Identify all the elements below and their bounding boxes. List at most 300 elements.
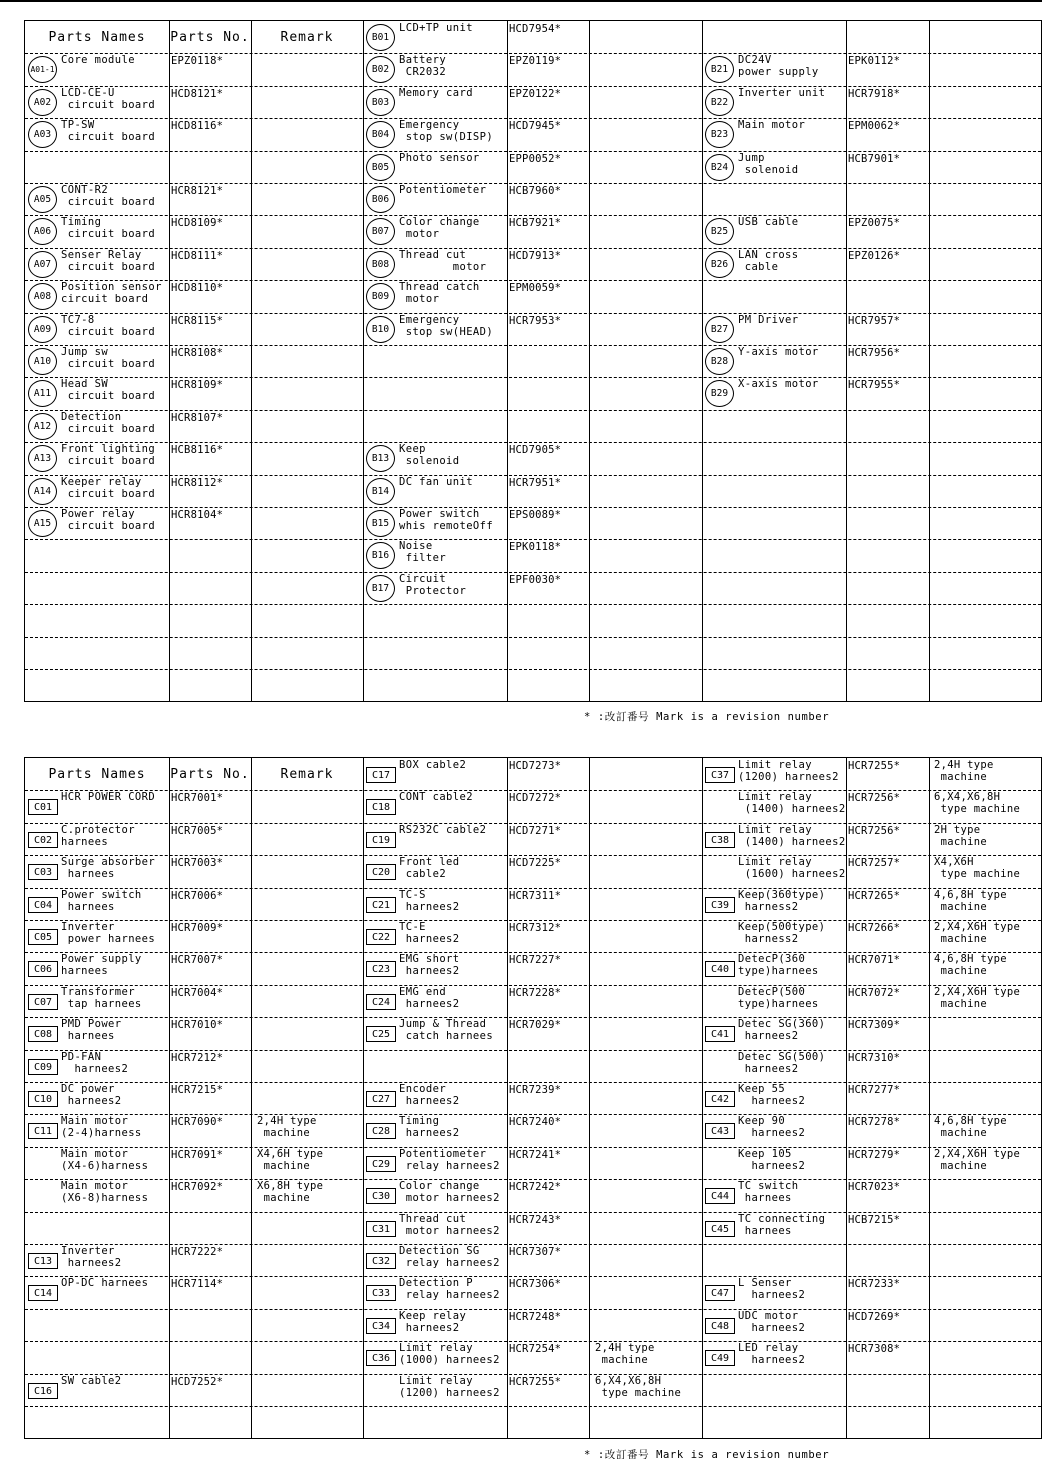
part-id-badge: C10: [28, 1091, 58, 1107]
part-id-badge: A09: [28, 316, 57, 343]
part-name: EMG end harnees2: [399, 986, 460, 1010]
part-number: HCR7307*: [509, 1246, 562, 1258]
part-number: EPK0112*: [848, 55, 901, 67]
part-number: HCR7215*: [171, 1084, 224, 1096]
part-name-cell: [702, 1309, 846, 1341]
part-number: HCD7954*: [509, 23, 562, 35]
part-id-badge: C25: [366, 1026, 396, 1042]
part-name-cell: [702, 855, 846, 887]
part-name: DC fan unit: [399, 476, 473, 488]
column-rule: [251, 21, 252, 701]
part-name: Power relay circuit board: [61, 508, 156, 532]
part-id-badge: C04: [28, 897, 58, 913]
part-name-cell: [25, 920, 169, 952]
part-name: Position sensor circuit board: [61, 281, 162, 305]
part-number: HCD7945*: [509, 120, 562, 132]
part-name: CONT-R2 circuit board: [61, 184, 156, 208]
part-id-badge: B22: [705, 89, 734, 116]
column-rule: [846, 758, 847, 1438]
row-rule: [25, 507, 1041, 508]
part-name: OP-DC harnees: [61, 1277, 149, 1289]
part-name: USB cable: [738, 216, 799, 228]
part-name: SW cable2: [61, 1375, 122, 1387]
part-name-cell: [25, 86, 169, 118]
part-name: TP-SW circuit board: [61, 119, 156, 143]
row-rule: [25, 410, 1041, 411]
row-rule: [25, 1082, 1041, 1083]
part-id-badge: B17: [366, 575, 395, 602]
part-name: LAN cross cable: [738, 249, 799, 273]
part-id-badge: C24: [366, 994, 396, 1010]
row-rule: [25, 985, 1041, 986]
part-name-cell: [702, 118, 846, 150]
row-rule: [25, 952, 1041, 953]
part-id-badge: A05: [28, 186, 57, 213]
part-name: Detection SG relay harnees2: [399, 1245, 500, 1269]
part-name-cell: [363, 313, 507, 345]
part-remark: 4,6,8H type machine: [934, 889, 1007, 913]
part-name: Keep 55 harnees2: [738, 1083, 806, 1107]
part-number: HCR7248*: [509, 1311, 562, 1323]
part-id-badge: B14: [366, 478, 395, 505]
row-rule: [25, 604, 1041, 605]
part-id-badge: B29: [705, 380, 734, 407]
part-id-badge: A10: [28, 348, 57, 375]
part-name: Inverter harnees2: [61, 1245, 122, 1269]
part-name: CONT cable2: [399, 791, 473, 803]
parts-table-1: [24, 20, 1042, 702]
part-name: Main motor (X4-6)harness: [61, 1148, 149, 1172]
part-id-badge: A13: [28, 445, 57, 472]
row-rule: [25, 345, 1041, 346]
part-name-cell: [702, 377, 846, 409]
part-name-cell: [363, 1212, 507, 1244]
part-name-cell: [702, 86, 846, 118]
part-number: HCR7957*: [848, 315, 901, 327]
part-name: Detection circuit board: [61, 411, 156, 435]
part-name-cell: [363, 888, 507, 920]
part-number: HCR8104*: [171, 509, 224, 521]
header-parts-names: Parts Names: [48, 766, 146, 782]
part-name: Keep 105 harnees2: [738, 1148, 806, 1172]
part-number: EPZ0075*: [848, 217, 901, 229]
part-name-cell: [363, 248, 507, 280]
part-name-cell: [25, 1374, 169, 1406]
part-name: Keep 90 harnees2: [738, 1115, 806, 1139]
part-number: HCR7001*: [171, 792, 224, 804]
part-remark: 2,4H type machine: [257, 1115, 317, 1139]
part-name-cell: [25, 1244, 169, 1276]
part-id-badge: C01: [28, 799, 58, 815]
row-rule: [25, 1374, 1041, 1375]
part-number: HCR8121*: [171, 185, 224, 197]
part-name-cell: [363, 183, 507, 215]
part-name-cell: [25, 1114, 169, 1146]
part-name-cell: [363, 920, 507, 952]
part-number: HCD7905*: [509, 444, 562, 456]
part-number: HCR7227*: [509, 954, 562, 966]
part-name: DC24V power supply: [738, 54, 819, 78]
part-number: HCR7239*: [509, 1084, 562, 1096]
part-name-cell: [25, 248, 169, 280]
part-name: Inverter unit: [738, 87, 826, 99]
part-id-badge: B15: [366, 510, 395, 537]
part-remark: X6,8H type machine: [257, 1180, 324, 1204]
part-name-cell: [25, 1082, 169, 1114]
row-rule: [25, 475, 1041, 476]
row-rule: [25, 313, 1041, 314]
part-number: HCR7091*: [171, 1149, 224, 1161]
part-name-cell: [363, 151, 507, 183]
part-name: Thread cut motor: [399, 249, 487, 273]
part-name-cell: [363, 1309, 507, 1341]
part-name-cell: [702, 823, 846, 855]
part-name: Emergency stop sw(HEAD): [399, 314, 494, 338]
row-rule: [25, 637, 1041, 638]
part-name: Main motor (2-4)harness: [61, 1115, 142, 1139]
part-id-badge: A11: [28, 380, 57, 407]
part-name: Color change motor: [399, 216, 480, 240]
row-rule: [25, 183, 1041, 184]
part-name: EMG short harnees2: [399, 953, 460, 977]
part-name-cell: [363, 1017, 507, 1049]
part-name: Photo sensor: [399, 152, 480, 164]
part-name: Detec SG(360) harnees2: [738, 1018, 826, 1042]
part-number: HCR7951*: [509, 477, 562, 489]
part-number: HCR7254*: [509, 1343, 562, 1355]
part-name-cell: [363, 855, 507, 887]
part-name: PM Driver: [738, 314, 799, 326]
row-rule: [25, 539, 1041, 540]
part-name: L Senser harnees2: [738, 1277, 806, 1301]
part-id-badge: C17: [366, 767, 396, 783]
part-number: HCR7311*: [509, 890, 562, 902]
part-id-badge: B01: [366, 24, 395, 51]
part-name-cell: [702, 1212, 846, 1244]
part-name-cell: [363, 790, 507, 822]
part-name-cell: [25, 985, 169, 1017]
part-number: HCR8107*: [171, 412, 224, 424]
part-name: Main motor (X6-8)harness: [61, 1180, 149, 1204]
part-name: TC-S harnees2: [399, 889, 460, 913]
row-rule: [25, 1406, 1041, 1407]
column-rule: [507, 21, 508, 701]
part-number: HCD7225*: [509, 857, 562, 869]
part-id-badge: C36: [366, 1350, 396, 1366]
part-remark: 4,6,8H type machine: [934, 1115, 1007, 1139]
part-name: Core module: [61, 54, 135, 66]
header-parts-no: Parts No.: [170, 766, 250, 782]
part-name-cell: [363, 1114, 507, 1146]
part-remark: X4,X6H type machine: [934, 856, 1021, 880]
part-id-badge: C44: [705, 1188, 735, 1204]
part-number: HCR7233*: [848, 1278, 901, 1290]
part-name: Memory card: [399, 87, 473, 99]
part-name-cell: [702, 345, 846, 377]
part-number: HCD8121*: [171, 88, 224, 100]
row-rule: [25, 1244, 1041, 1245]
part-name-cell: [363, 21, 507, 53]
part-name: Keeper relay circuit board: [61, 476, 156, 500]
part-name: Color change motor harnees2: [399, 1180, 500, 1204]
part-id-badge: C19: [366, 832, 396, 848]
part-name: Senser Relay circuit board: [61, 249, 156, 273]
row-rule: [25, 1276, 1041, 1277]
row-rule: [25, 1341, 1041, 1342]
part-id-badge: B13: [366, 445, 395, 472]
part-name: UDC motor harnees2: [738, 1310, 806, 1334]
part-name-cell: [25, 1276, 169, 1308]
part-number: HCR7092*: [171, 1181, 224, 1193]
part-id-badge: A07: [28, 251, 57, 278]
part-number: HCR7243*: [509, 1214, 562, 1226]
part-name: Timing harnees2: [399, 1115, 460, 1139]
part-id-badge: C31: [366, 1221, 396, 1237]
row-rule: [25, 1309, 1041, 1310]
part-number: HCR8115*: [171, 315, 224, 327]
revision-note: * :改訂番号 Mark is a revision number: [584, 1449, 830, 1459]
part-name: Keep relay harnees2: [399, 1310, 467, 1334]
part-number: EPF0030*: [509, 574, 562, 586]
part-name: Detec SG(500) harnees2: [738, 1051, 826, 1075]
part-name-cell: [25, 790, 169, 822]
part-id-badge: C07: [28, 994, 58, 1010]
part-name: Power switch harnees: [61, 889, 142, 913]
part-name: C.protector harnees: [61, 824, 135, 848]
part-number: HCB7921*: [509, 217, 562, 229]
part-name-cell: [25, 118, 169, 150]
part-remark: 6,X4,X6,8H type machine: [934, 791, 1021, 815]
part-name-cell: [702, 53, 846, 85]
row-rule: [25, 442, 1041, 443]
part-number: HCR7242*: [509, 1181, 562, 1193]
parts-table-2: [24, 757, 1042, 1439]
part-number: HCR7256*: [848, 825, 901, 837]
part-number: HCR8109*: [171, 379, 224, 391]
row-rule: [25, 280, 1041, 281]
part-id-badge: C29: [366, 1156, 396, 1172]
part-number: HCR7279*: [848, 1149, 901, 1161]
part-name: Circuit Protector: [399, 573, 467, 597]
part-id-badge: C49: [705, 1350, 735, 1366]
row-rule: [25, 1050, 1041, 1051]
part-name: PD-FAN harnees2: [61, 1051, 129, 1075]
part-name-cell: [702, 151, 846, 183]
part-name-cell: [363, 1082, 507, 1114]
part-name: Jump & Thread catch harnees: [399, 1018, 494, 1042]
part-name-cell: [25, 377, 169, 409]
part-number: EPS0089*: [509, 509, 562, 521]
part-name-cell: [702, 758, 846, 790]
part-id-badge: C14: [28, 1285, 58, 1301]
part-id-badge: B10: [366, 316, 395, 343]
part-number: HCR7953*: [509, 315, 562, 327]
part-name: TC-E harnees2: [399, 921, 460, 945]
part-id-badge: C21: [366, 897, 396, 913]
part-id-badge: C08: [28, 1026, 58, 1042]
part-name-cell: [25, 410, 169, 442]
part-name-cell: [25, 952, 169, 984]
part-name: Limit relay (1400) harnees2: [738, 791, 846, 815]
part-name: Detection P relay harnees2: [399, 1277, 500, 1301]
part-id-badge: B16: [366, 542, 395, 569]
part-id-badge: B26: [705, 251, 734, 278]
part-number: EPK0118*: [509, 541, 562, 553]
part-number: HCR7956*: [848, 347, 901, 359]
part-number: EPM0062*: [848, 120, 901, 132]
part-name-cell: [25, 280, 169, 312]
part-name: Limit relay (1400) harnees2: [738, 824, 846, 848]
part-name-cell: [702, 1017, 846, 1049]
part-id-badge: A03: [28, 121, 57, 148]
part-name-cell: [363, 823, 507, 855]
part-number: HCB7960*: [509, 185, 562, 197]
part-name: HCR POWER CORD: [61, 791, 156, 803]
row-rule: [25, 118, 1041, 119]
part-name: Keep solenoid: [399, 443, 460, 467]
part-number: HCD7269*: [848, 1311, 901, 1323]
part-number: HCR7003*: [171, 857, 224, 869]
part-name-cell: [702, 1341, 846, 1373]
part-id-badge: C37: [705, 767, 735, 783]
part-id-badge: C33: [366, 1285, 396, 1301]
part-number: HCR7955*: [848, 379, 901, 391]
column-rule: [589, 21, 590, 701]
part-name-cell: [363, 539, 507, 571]
part-id-badge: B02: [366, 56, 395, 83]
part-name-cell: [363, 1374, 507, 1406]
part-name: Y-axis motor: [738, 346, 819, 358]
part-id-badge: B04: [366, 121, 395, 148]
part-number: EPM0059*: [509, 282, 562, 294]
part-id-badge: C27: [366, 1091, 396, 1107]
part-name-cell: [363, 215, 507, 247]
row-rule: [25, 151, 1041, 152]
part-number: HCR7306*: [509, 1278, 562, 1290]
part-name: DetecP(360 type)harnees: [738, 953, 819, 977]
part-id-badge: C13: [28, 1253, 58, 1269]
part-remark: 2H type machine: [934, 824, 987, 848]
part-number: HCR7241*: [509, 1149, 562, 1161]
part-number: HCR7255*: [848, 760, 901, 772]
part-name: Jump sw circuit board: [61, 346, 156, 370]
part-remark: 6,X4,X6,8H type machine: [595, 1375, 682, 1399]
part-name: Transformer tap harnees: [61, 986, 142, 1010]
part-name-cell: [363, 572, 507, 604]
part-id-badge: B28: [705, 348, 734, 375]
part-name: TC connecting harnees: [738, 1213, 826, 1237]
part-id-badge: C42: [705, 1091, 735, 1107]
part-name: LCD+TP unit: [399, 22, 473, 34]
part-name-cell: [363, 475, 507, 507]
part-id-badge: B24: [705, 154, 734, 181]
part-name: Keep(360type) harness2: [738, 889, 826, 913]
part-id-badge: C30: [366, 1188, 396, 1204]
part-name-cell: [363, 280, 507, 312]
row-rule: [25, 1179, 1041, 1180]
part-name: Head SW circuit board: [61, 378, 156, 402]
part-remark: 2,X4,X6H type machine: [934, 1148, 1021, 1172]
part-name-cell: [363, 1341, 507, 1373]
part-number: HCD8110*: [171, 282, 224, 294]
row-rule: [25, 1114, 1041, 1115]
part-number: HCR7308*: [848, 1343, 901, 1355]
part-id-badge: C09: [28, 1059, 58, 1075]
part-name: Noise filter: [399, 540, 447, 564]
part-name: Keep(500type) harness2: [738, 921, 826, 945]
part-name-cell: [702, 985, 846, 1017]
part-name-cell: [25, 507, 169, 539]
part-name: Limit relay (1200) harnees2: [399, 1375, 500, 1399]
part-number: EPZ0126*: [848, 250, 901, 262]
part-number: HCR7072*: [848, 987, 901, 999]
part-name-cell: [702, 215, 846, 247]
part-id-badge: C05: [28, 929, 58, 945]
part-name: DetecP(500 type)harnees: [738, 986, 819, 1010]
part-id-badge: B06: [366, 186, 395, 213]
part-name-cell: [25, 1050, 169, 1082]
part-name-cell: [25, 345, 169, 377]
part-number: HCR7005*: [171, 825, 224, 837]
row-rule: [25, 86, 1041, 87]
part-id-badge: A15: [28, 510, 57, 537]
part-number: HCR7071*: [848, 954, 901, 966]
part-id-badge: C32: [366, 1253, 396, 1269]
part-id-badge: C28: [366, 1123, 396, 1139]
part-number: HCR7266*: [848, 922, 901, 934]
header-remark: Remark: [280, 29, 334, 45]
column-rule: [507, 758, 508, 1438]
part-name-cell: [702, 1147, 846, 1179]
revision-note: * :改訂番号 Mark is a revision number: [584, 711, 830, 723]
part-number: HCR7278*: [848, 1116, 901, 1128]
part-number: HCR7228*: [509, 987, 562, 999]
part-number: HCR7004*: [171, 987, 224, 999]
part-name: BOX cable2: [399, 759, 467, 771]
column-rule: [589, 758, 590, 1438]
part-name-cell: [363, 985, 507, 1017]
part-name: Limit relay (1000) harnees2: [399, 1342, 500, 1366]
part-name-cell: [363, 507, 507, 539]
part-name-cell: [25, 215, 169, 247]
part-name-cell: [702, 790, 846, 822]
part-id-badge: A08: [28, 283, 57, 310]
part-name-cell: [25, 1147, 169, 1179]
row-rule: [25, 1147, 1041, 1148]
part-name-cell: [25, 1179, 169, 1211]
part-id-badge: A02: [28, 89, 57, 116]
part-name: Jump solenoid: [738, 152, 799, 176]
part-id-badge: C43: [705, 1123, 735, 1139]
part-name-cell: [25, 313, 169, 345]
part-name-cell: [702, 1082, 846, 1114]
row-rule: [25, 377, 1041, 378]
part-name-cell: [702, 888, 846, 920]
column-rule: [929, 21, 930, 701]
part-number: HCD7252*: [171, 1376, 224, 1388]
part-name-cell: [363, 1276, 507, 1308]
part-number: HCR7918*: [848, 88, 901, 100]
part-number: HCR7212*: [171, 1052, 224, 1064]
row-rule: [25, 53, 1041, 54]
part-id-badge: A06: [28, 218, 57, 245]
part-id-badge: C02: [28, 832, 58, 848]
part-number: HCR7009*: [171, 922, 224, 934]
part-number: HCR7265*: [848, 890, 901, 902]
part-number: HCD7272*: [509, 792, 562, 804]
part-number: HCD7913*: [509, 250, 562, 262]
part-name: LED relay harnees2: [738, 1342, 806, 1366]
